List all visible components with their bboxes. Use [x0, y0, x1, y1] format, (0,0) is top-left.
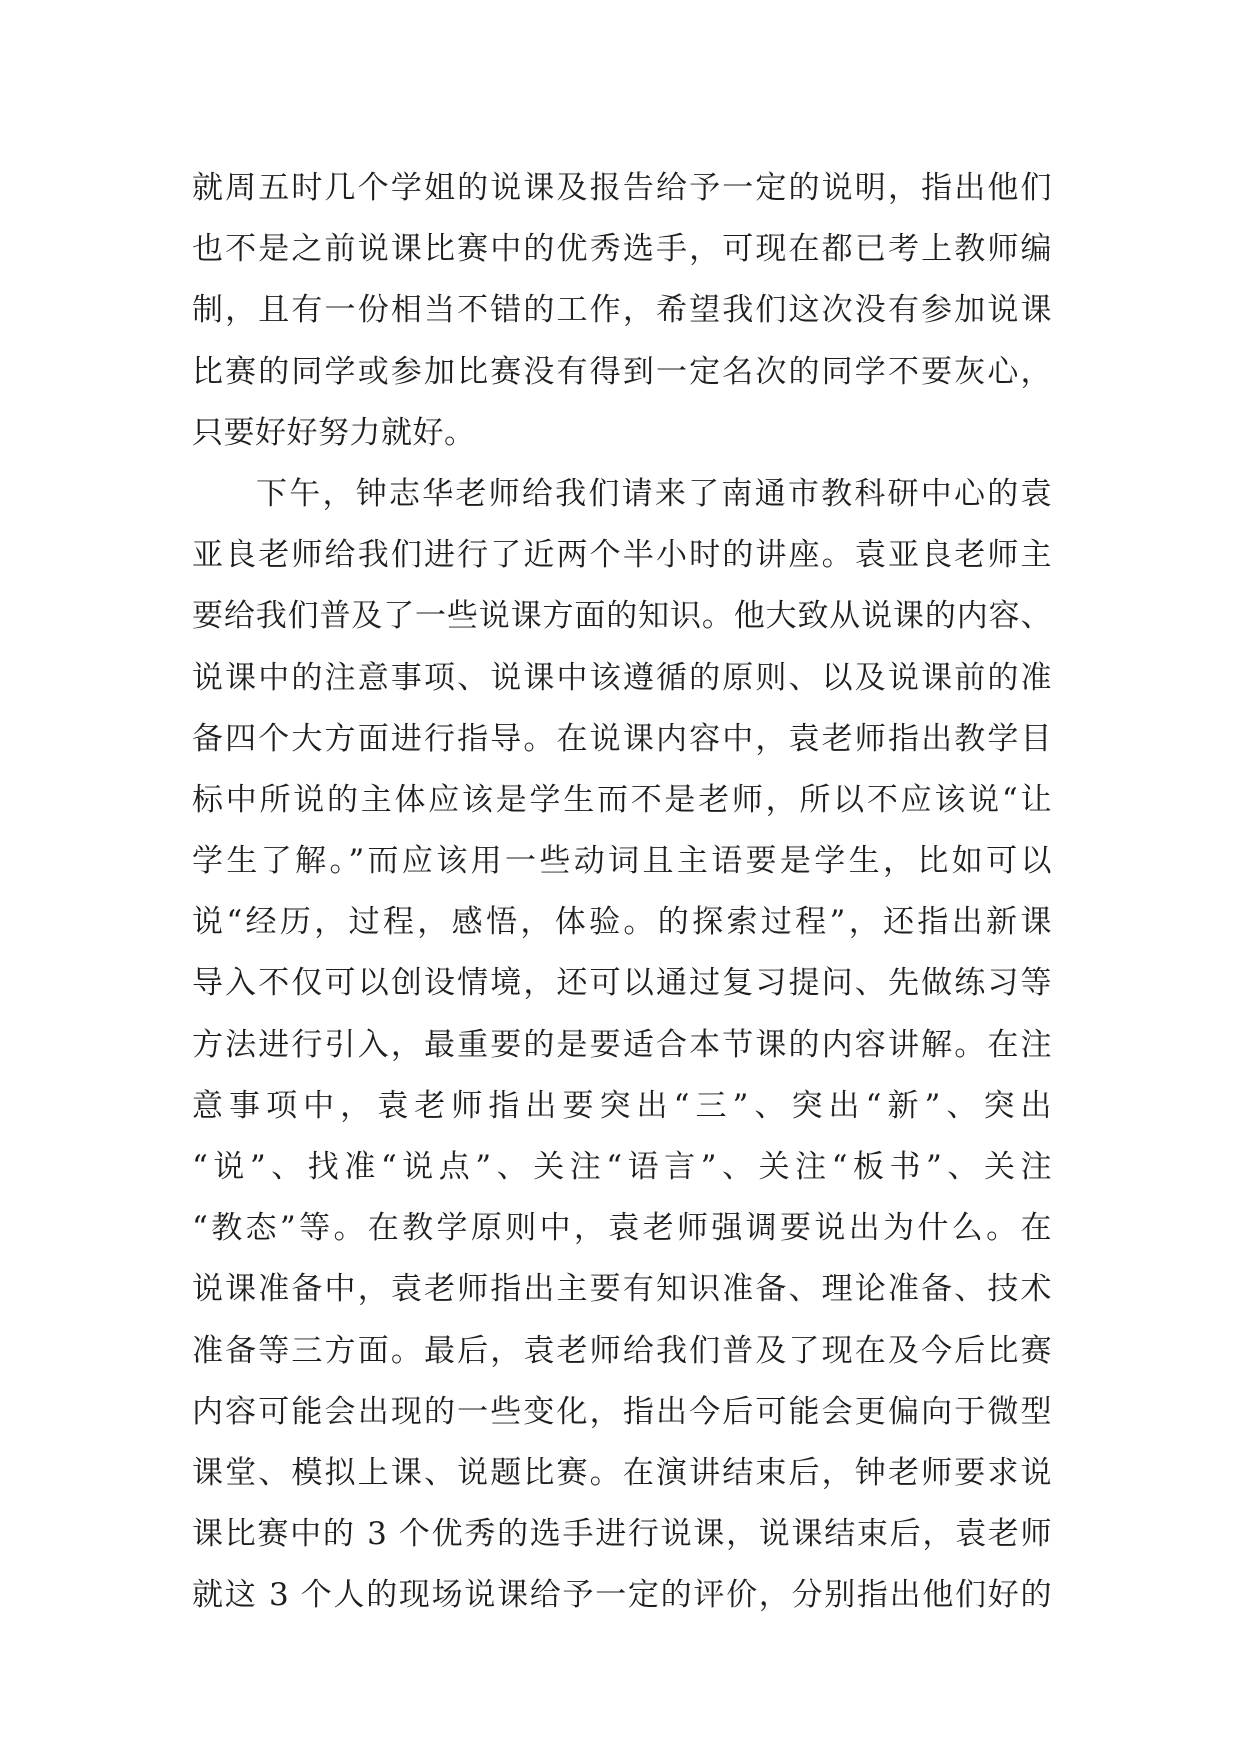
paragraph-2	[192, 464, 1052, 1627]
text-line: 也不是之前说课比赛中的优秀选手，可现在都已考上教师编	[192, 231, 1052, 268]
text-line: 意事项中，袁老师指出要突出“三”、突出“新”、突出	[192, 1087, 1052, 1124]
text-line: 课比赛中的 3 个优秀的选手进行说课，说课结束后，袁老师	[192, 1516, 1052, 1553]
text-line: “说”、找准“说点”、关注“语言”、关注“板书”、关注	[192, 1149, 1052, 1185]
text-line: 就周五时几个学姐的说课及报告给予一定的说明，指出他们	[192, 170, 1052, 206]
text-line: 标中所说的主体应该是学生而不是老师，所以不应该说“让	[192, 781, 1052, 818]
text-line: 方法进行引入，最重要的是要适合本节课的内容讲解。在注	[192, 1026, 1052, 1063]
document-body	[192, 158, 1052, 1627]
text-line: 备四个大方面进行指导。在说课内容中，袁老师指出教学目	[192, 720, 1052, 757]
text-line: 只要好好努力就好。	[192, 414, 476, 451]
text-line: 比赛的同学或参加比赛没有得到一定名次的同学不要灰心，	[192, 353, 1052, 390]
text-line: 说“经历，过程，感悟，体验。的探索过程”，还指出新课	[192, 904, 1052, 941]
text-line: 内容可能会出现的一些变化，指出今后可能会更偏向于微型	[192, 1393, 1052, 1430]
text-line: 要给我们普及了一些说课方面的知识。他大致从说课的内容、	[192, 598, 1052, 635]
text-line: 导入不仅可以创设情境，还可以通过复习提问、先做练习等	[192, 965, 1052, 1002]
text-line: 说课准备中，袁老师指出主要有知识准备、理论准备、技术	[192, 1271, 1052, 1308]
text-line: 准备等三方面。最后，袁老师给我们普及了现在及今后比赛	[192, 1332, 1052, 1369]
text-line: “教态”等。在教学原则中，袁老师强调要说出为什么。在	[192, 1210, 1052, 1247]
paragraph-1	[192, 158, 1052, 464]
text-line: 就这 3 个人的现场说课给予一定的评价，分别指出他们好的	[192, 1577, 1052, 1614]
text-line: 说课中的注意事项、说课中该遵循的原则、以及说课前的准	[192, 659, 1052, 696]
text-line: 学生了解。”而应该用一些动词且主语要是学生，比如可以	[192, 843, 1052, 880]
text-line: 亚良老师给我们进行了近两个半小时的讲座。袁亚良老师主	[192, 537, 1052, 574]
text-line: 下午，钟志华老师给我们请来了南通市教科研中心的袁	[256, 475, 1052, 512]
text-line: 制，且有一份相当不错的工作，希望我们这次没有参加说课	[192, 292, 1052, 329]
text-line: 课堂、模拟上课、说题比赛。在演讲结束后，钟老师要求说	[192, 1454, 1052, 1491]
